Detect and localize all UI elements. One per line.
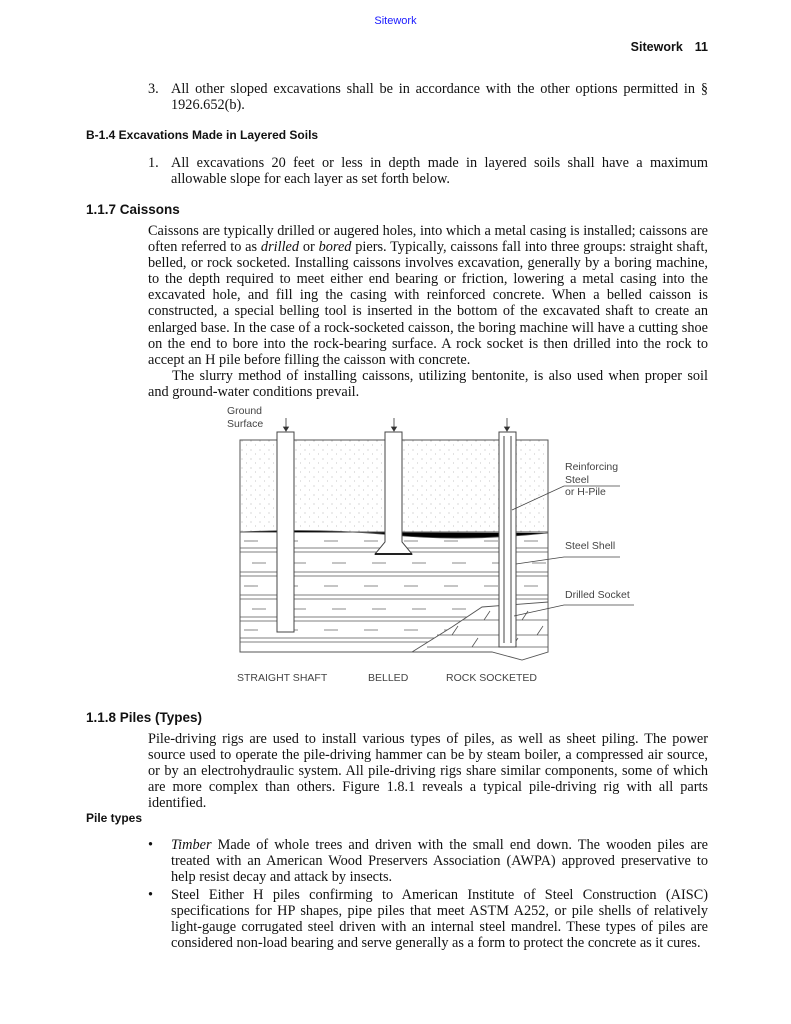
slurry-paragraph: The slurry method of installing caissons, utilizing bentonite, is also used when proper soil and ground-water conditions prevail.: [148, 367, 708, 400]
pile-type-item-steel: [148, 887, 708, 953]
label-text: Steel: [565, 473, 589, 486]
term-bored: bored: [318, 239, 352, 256]
label-text: Reinforcing: [565, 461, 619, 473]
label-text: Surface: [227, 417, 264, 430]
caissons-text-c: piers. Typically, caissons fall into three groups: straight shaft, belled, or rock socketed. Installing caissons involves excavation, generally by a boring machine, to the depth required to meet either end bearing or friction, lowering a metal casing into the excavated hole, and fill ing the casing with reinforced concrete. When a belled caisson is constructed, a special belling tool is inserted in the bottom of the excavated shaft to create an enlarged base. In the case of a rock-socketed caisson, the boring machine will have a cutting shoe on the end to bore into the rock-bearing surface. A rock socket is then drilled into the rock to accept an H pile before filling the caisson with concrete.: [148, 239, 709, 368]
page-folio: [631, 40, 708, 54]
bullet-icon: •: [148, 837, 154, 853]
section-heading-b14: B-1.4 Excavations Made in Layered Soils: [86, 128, 319, 142]
bullet-icon: •: [148, 887, 154, 903]
caption-rock-socketed: ROCK SOCKETED: [446, 672, 538, 684]
label-steel-shell: Steel Shell: [565, 540, 616, 552]
section-heading-pile-types: Pile types: [86, 811, 143, 825]
pile-type-description: Either H piles confirming to American Institute of Steel Construction (AISC) specifications for HP shapes, pipe piles that meet ASTM A252, or pile shells of relatively light-gauge corrugated steel driven with an internal steel mandrel. These types of piles are considered non-load bearing and serve generally as a form to protect the concrete as it cures.: [171, 887, 708, 952]
pile-type-description: Made of whole trees and driven with the small end down. The wooden piles are treated with an American Wood Preservers Association (AWPA) approved preservative to help resist decay and attack by insects.: [171, 837, 708, 886]
caissons-paragraph: [148, 223, 708, 400]
pile-type-term: Steel: [171, 887, 200, 903]
label-ground-surface: [227, 405, 263, 430]
page-number: 11: [694, 40, 708, 54]
label-reinforcing-steel: [565, 461, 618, 499]
piles-paragraph: Pile-driving rigs are used to install various types of piles, as well as sheet piling. The power source used to operate the pile-driving hammer can be by steam boiler, a compressed air source, or by an electrohydraulic system. All pile-driving rigs share similar components, some of which are more complex than others. Figure 1.8.1 reveals a typical pile-driving rig with all parts identified.: [148, 731, 708, 812]
list-number: 1.: [148, 155, 159, 171]
caption-belled: BELLED: [368, 672, 409, 684]
label-text: Ground: [227, 405, 263, 417]
list-item-3: [148, 81, 708, 115]
folio-section: Sitework: [630, 40, 683, 54]
list-text: All excavations 20 feet or less in depth made in layered soils shall have a maximum allowable slope for each layer as set forth below.: [171, 155, 708, 188]
caisson-types-figure: [222, 402, 642, 692]
running-head: Sitework: [374, 15, 417, 27]
list-text: All other sloped excavations shall be in accordance with the other options permitted in § 1926.652(b).: [171, 81, 708, 114]
label-text: or H-Pile: [565, 486, 606, 498]
caissons-text-b: or: [299, 239, 319, 256]
pile-type-item-timber: [148, 837, 708, 887]
section-heading-piles: 1.1.8 Piles (Types): [86, 710, 203, 725]
caption-straight-shaft: STRAIGHT SHAFT: [237, 672, 328, 684]
term-drilled: drilled: [260, 239, 300, 256]
pile-type-text: [171, 887, 708, 951]
list-item-1: [148, 155, 708, 189]
pile-type-term: Timber: [171, 837, 212, 853]
label-drilled-socket: Drilled Socket: [565, 589, 630, 601]
list-number: 3.: [148, 81, 159, 97]
pile-type-text: [171, 837, 708, 885]
section-heading-caissons: 1.1.7 Caissons: [86, 202, 180, 217]
caissons-text-a: Caissons are typically drilled or augered holes, into which a metal casing is installed; caissons are often referred to as: [148, 223, 708, 256]
